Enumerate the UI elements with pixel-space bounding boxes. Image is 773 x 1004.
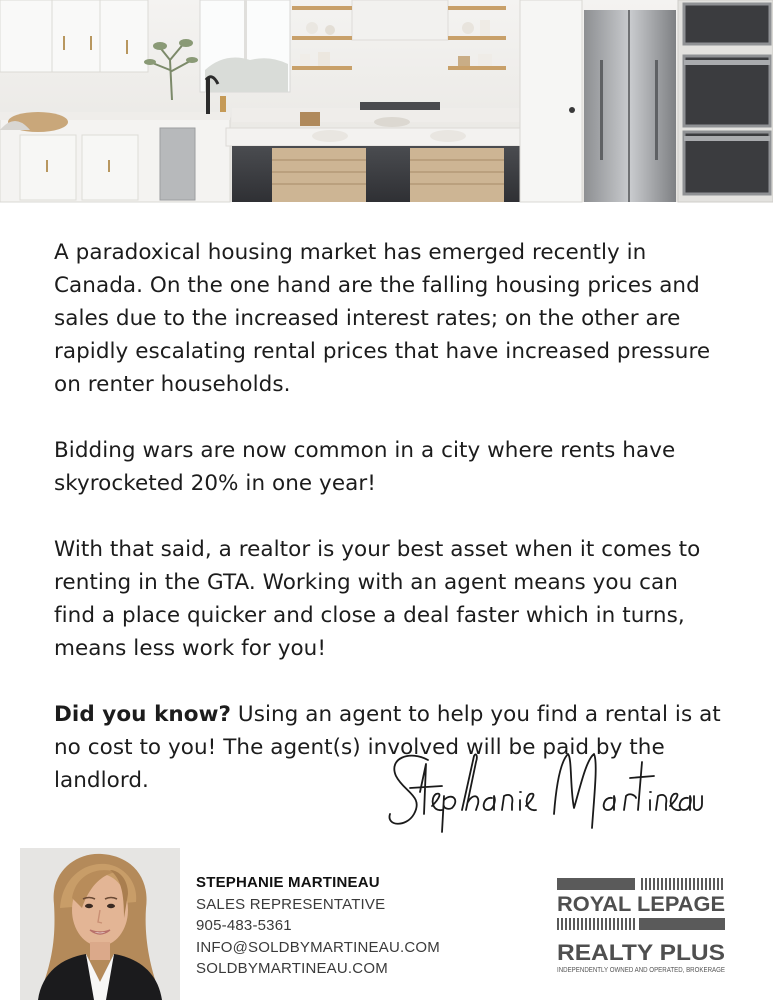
logo-tick (597, 918, 599, 930)
logo-tick (593, 918, 595, 930)
logo-tagline-text: INDEPENDENTLY OWNED AND OPERATED, BROKERAGE (557, 965, 726, 974)
logo-tick (613, 918, 615, 930)
logo-tick (585, 918, 587, 930)
logo-tick (649, 878, 651, 890)
logo-tick (709, 878, 711, 890)
logo-tick (701, 878, 703, 890)
logo-tick (565, 918, 567, 930)
logo-tick (681, 878, 683, 890)
paragraph-bidding-wars: Bidding wars are now common in a city where rents have skyrocketed 20% in one year! (54, 438, 676, 496)
logo-tick (721, 878, 723, 890)
agent-name: STEPHANIE MARTINEAU (196, 874, 380, 891)
logo-tick (557, 918, 559, 930)
logo-tick (677, 878, 679, 890)
logo-tick (705, 878, 707, 890)
logo-tick (717, 878, 719, 890)
logo-tick (669, 878, 671, 890)
logo-tick (685, 878, 687, 890)
agent-website[interactable]: SOLDBYMARTINEAU.COM (196, 960, 388, 978)
logo-tick (629, 918, 631, 930)
royal-lepage-logo (555, 876, 727, 976)
logo-tick (589, 918, 591, 930)
agent-contact-block (196, 872, 440, 980)
agent-title: SALES REPRESENTATIVE (196, 895, 386, 913)
logo-tick (621, 918, 623, 930)
logo-tick (665, 878, 667, 890)
logo-tick (605, 918, 607, 930)
logo-tick (697, 878, 699, 890)
logo-tick (689, 878, 691, 890)
logo-tick (577, 918, 579, 930)
logo-tick (581, 918, 583, 930)
logo-tick (657, 878, 659, 890)
logo-tick (633, 918, 635, 930)
hero-kitchen-photo (0, 0, 773, 202)
logo-tick (673, 878, 675, 890)
logo-tick (561, 918, 563, 930)
agent-email[interactable]: INFO@SOLDBYMARTINEAU.COM (196, 938, 440, 956)
logo-brand-text: ROYAL LEPAGE (557, 893, 725, 916)
logo-tick (569, 918, 571, 930)
logo-office-text: REALTY PLUS (557, 940, 725, 965)
logo-tick (653, 878, 655, 890)
callout-bold: Did you know? (54, 702, 232, 727)
logo-tick (601, 918, 603, 930)
callout-text: Using an agent to help you find a rental is at no cost to you! The agent(s) involved will be paid by the landlord. (54, 702, 721, 793)
paragraph-realtor: With that said, a realtor is your best asset when it comes to renting in the GTA. Working with an agent means you can find a place quicker and close a deal faster which in turns, means less work for you! (54, 537, 701, 661)
logo-tick (617, 918, 619, 930)
paragraph-market: A paradoxical housing market has emerged recently in Canada. On the one hand are the falling housing prices and sales due to the increased interest rates; on the other are rapidly escalating rental prices that have increased pressure on renter households. (54, 240, 711, 397)
logo-tick (645, 878, 647, 890)
logo-tick (661, 878, 663, 890)
signature-image (380, 748, 710, 843)
article-body (54, 236, 724, 830)
logo-tick (609, 918, 611, 930)
logo-tick (625, 918, 627, 930)
logo-tick (713, 878, 715, 890)
avatar (20, 848, 180, 1000)
logo-tick (573, 918, 575, 930)
logo-tick (693, 878, 695, 890)
logo-tick (641, 878, 643, 890)
agent-phone[interactable]: 905-483-5361 (196, 917, 292, 935)
